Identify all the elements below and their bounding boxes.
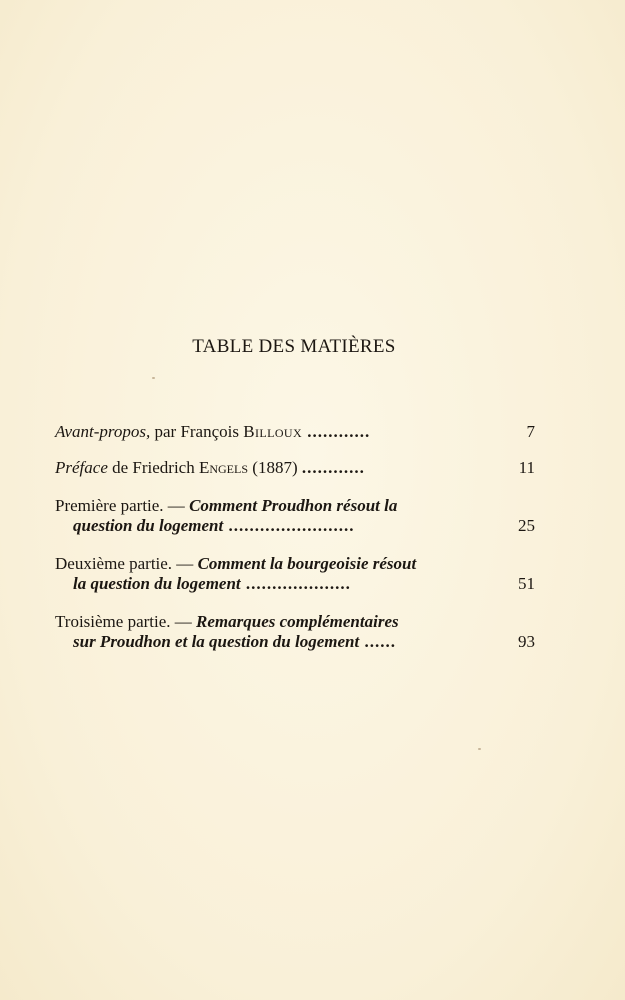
toc-entry-text — [55, 496, 480, 536]
entry-line-1 — [55, 554, 480, 574]
entry-line-2 — [55, 574, 480, 594]
toc-entry-text — [55, 458, 480, 478]
toc-entry-troisieme-partie — [55, 612, 535, 652]
entry-text: de Friedrich — [107, 458, 199, 477]
part-title-cont: la question du logement — [73, 574, 241, 593]
paper-speck — [478, 748, 481, 750]
author-name: Engels — [198, 458, 249, 477]
entry-text: par François — [150, 422, 244, 441]
page-number: 51 — [518, 574, 535, 593]
entry-line-1 — [55, 612, 480, 632]
part-label: Deuxième partie. — — [55, 554, 198, 573]
table-of-contents — [55, 422, 535, 652]
page-number: 7 — [526, 422, 535, 441]
leader-dots: ............ — [301, 458, 365, 477]
toc-entry-deuxieme-partie — [55, 554, 535, 594]
page-number: 11 — [518, 458, 535, 477]
toc-entry-text — [55, 422, 480, 442]
toc-entry-preface — [55, 458, 535, 478]
leader-dots: ...... — [359, 632, 396, 651]
entry-title: Avant-propos, — [55, 422, 151, 441]
page-number: 93 — [518, 632, 535, 651]
part-label: Troisième partie. — — [55, 612, 197, 631]
page-number: 25 — [518, 516, 535, 535]
leader-dots: ............ — [302, 422, 371, 441]
toc-entry-premiere-partie — [55, 496, 535, 536]
part-title-cont: question du logement — [73, 516, 224, 535]
toc-heading: TABLE DES MATIÈRES — [192, 336, 396, 357]
author-name: Billoux — [243, 422, 303, 441]
part-title: Remarques complémentaires — [196, 612, 399, 631]
part-label: Première partie. — — [55, 496, 190, 515]
paper-speck — [152, 377, 155, 379]
part-title-cont: sur Proudhon et la question du logement — [73, 632, 360, 651]
part-title: Comment la bourgeoisie résout — [197, 554, 417, 573]
entry-title: Préface — [55, 458, 108, 477]
entry-line-2 — [55, 516, 480, 536]
toc-entry-text — [55, 612, 480, 652]
leader-dots: ........................ — [223, 516, 355, 535]
toc-entry-text — [55, 554, 480, 594]
toc-entry-avant-propos — [55, 422, 535, 442]
part-title: Comment Proudhon résout la — [189, 496, 398, 515]
entry-line-2 — [55, 632, 480, 652]
entry-line-1 — [55, 496, 480, 516]
entry-year: (1887) — [248, 458, 302, 477]
leader-dots: .................... — [240, 574, 351, 593]
